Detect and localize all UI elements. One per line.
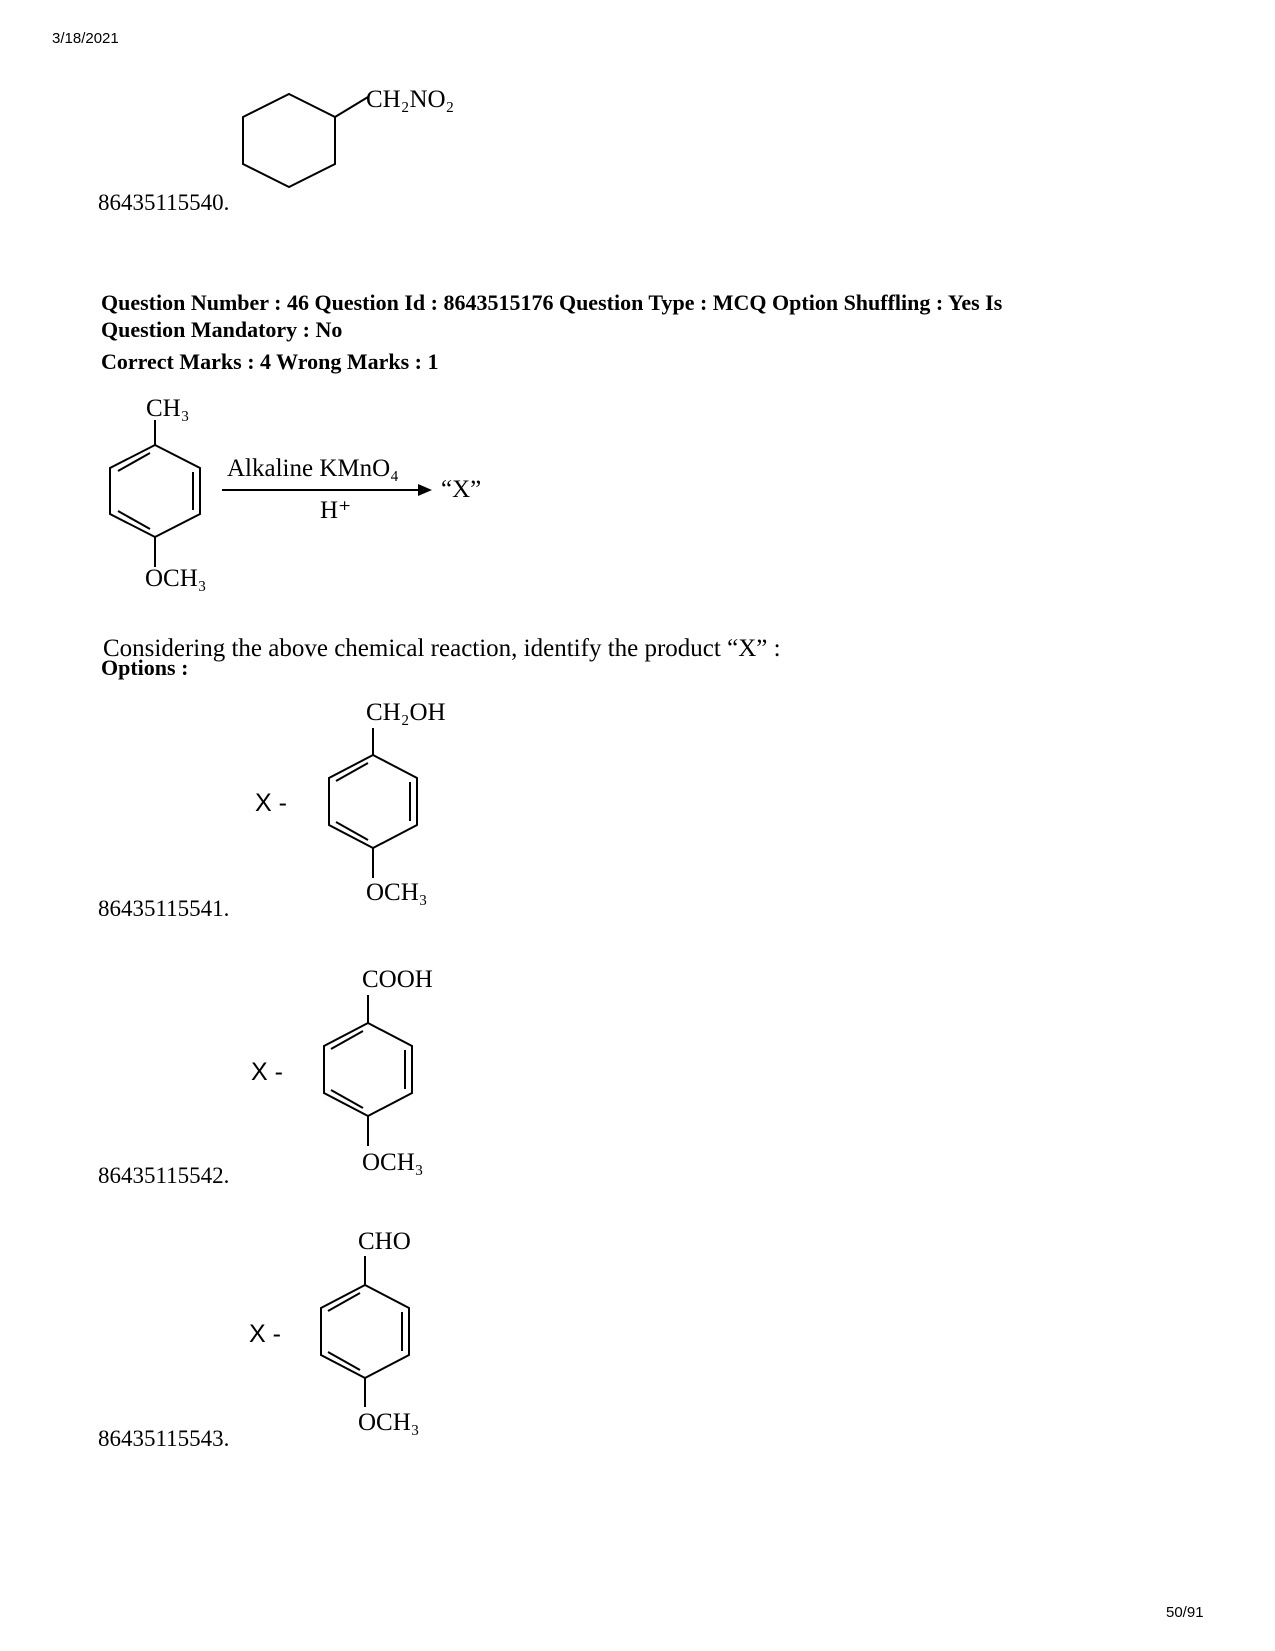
option3-bottom-group: OCH₃ [358, 1409, 420, 1436]
option2-bottom-group: OCH₃ [362, 1149, 424, 1176]
question-meta-line2: Question Mandatory : No [101, 317, 343, 342]
question-prompt: Considering the above chemical reaction, identify the product “X” : [103, 635, 781, 662]
option2-x-label: X - [251, 1058, 283, 1086]
option3-x-label: X - [249, 1320, 281, 1348]
option-id-prev: 86435115540. [98, 190, 230, 215]
option3-id[interactable]: 86435115543. [98, 1426, 230, 1451]
reagent-above-arrow: Alkaline KMnO₄ [227, 455, 399, 482]
option1-id[interactable]: 86435115541. [98, 896, 230, 921]
substituent-label: CH₂NO₂ [366, 86, 455, 113]
option2-id[interactable]: 86435115542. [98, 1163, 230, 1188]
reactant-bottom-group: OCH₃ [145, 565, 207, 592]
option2-top-group: COOH [362, 966, 433, 993]
print-date: 3/18/2021 [52, 30, 119, 47]
reagent-below-arrow: H⁺ [320, 497, 352, 524]
option1-x-label: X - [255, 789, 287, 817]
page-number: 50/91 [1166, 1604, 1204, 1621]
question-marks: Correct Marks : 4 Wrong Marks : 1 [101, 349, 439, 374]
reactant-top-group: CH₃ [146, 395, 190, 422]
option1-bottom-group: OCH₃ [366, 879, 428, 906]
options-label: Options : [101, 655, 189, 680]
option3-structure [0, 0, 600, 1460]
option1-top-group: CH₂OH [366, 699, 446, 726]
product-x-label: “X” [441, 476, 482, 503]
option3-top-group: CHO [358, 1228, 411, 1255]
question-meta-line1: Question Number : 46 Question Id : 8643515176 Question Type : MCQ Option Shuffling : Yes Is [101, 290, 1003, 315]
